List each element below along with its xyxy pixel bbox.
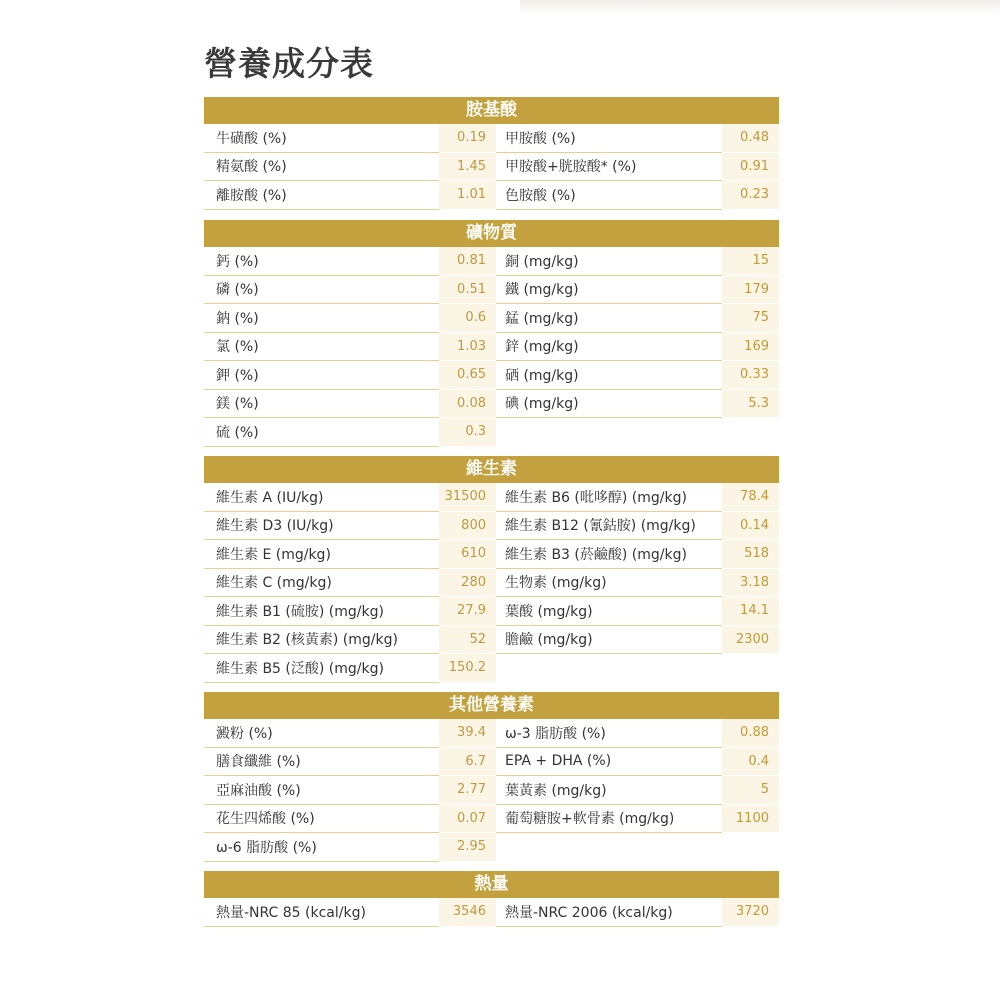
nutrient-value: 0.14 <box>722 512 779 541</box>
table-row <box>204 569 779 598</box>
nutrient-value: 3546 <box>439 898 496 927</box>
nutrient-name: 銅 (mg/kg) <box>496 247 722 276</box>
nutrient-value: 169 <box>722 333 779 362</box>
table-row <box>204 626 779 655</box>
nutrient-value: 179 <box>722 276 779 305</box>
table-row <box>204 805 779 834</box>
nutrient-value: 6.7 <box>439 748 496 777</box>
nutrient-value: 39.4 <box>439 719 496 748</box>
nutrient-name: 熱量-NRC 85 (kcal/kg) <box>204 898 439 927</box>
nutrient-name: 花生四烯酸 (%) <box>204 805 439 834</box>
top-shadow <box>520 0 1000 14</box>
nutrient-value: 0.51 <box>439 276 496 305</box>
nutrient-name: 甲胺酸+胱胺酸* (%) <box>496 153 722 182</box>
nutrient-value: 280 <box>439 569 496 598</box>
table-row <box>204 748 779 777</box>
nutrient-value: 0.07 <box>439 805 496 834</box>
nutrient-name <box>496 418 722 447</box>
nutrient-name: 膳食纖維 (%) <box>204 748 439 777</box>
section-0 <box>204 97 779 210</box>
nutrient-name: 熱量-NRC 2006 (kcal/kg) <box>496 898 722 927</box>
page-title: 營養成分表 <box>204 44 374 83</box>
nutrient-name: 維生素 B6 (吡哆醇) (mg/kg) <box>496 483 722 512</box>
nutrient-value: 0.88 <box>722 719 779 748</box>
table-row <box>204 719 779 748</box>
nutrient-name: 維生素 A (IU/kg) <box>204 483 439 512</box>
nutrient-value: 0.4 <box>722 748 779 777</box>
nutrient-value <box>722 654 779 683</box>
nutrient-name: 牛磺酸 (%) <box>204 124 439 153</box>
nutrient-name: 色胺酸 (%) <box>496 181 722 210</box>
nutrient-value: 15 <box>722 247 779 276</box>
nutrient-value: 0.23 <box>722 181 779 210</box>
nutrient-name: 錳 (mg/kg) <box>496 304 722 333</box>
nutrient-value: 0.65 <box>439 361 496 390</box>
nutrient-name: 碘 (mg/kg) <box>496 390 722 419</box>
table-row <box>204 512 779 541</box>
table-row <box>204 304 779 333</box>
nutrient-name: 葡萄糖胺+軟骨素 (mg/kg) <box>496 805 722 834</box>
table-row <box>204 898 779 927</box>
nutrient-name <box>496 833 722 862</box>
table-row <box>204 654 779 683</box>
nutrient-value: 2300 <box>722 626 779 655</box>
section-header: 礦物質 <box>204 220 779 247</box>
nutrient-name: 維生素 B2 (核黃素) (mg/kg) <box>204 626 439 655</box>
nutrient-name: 鈉 (%) <box>204 304 439 333</box>
nutrient-value <box>722 418 779 447</box>
nutrient-value: 0.6 <box>439 304 496 333</box>
nutrient-value: 27.9 <box>439 597 496 626</box>
nutrient-name: 維生素 B5 (泛酸) (mg/kg) <box>204 654 439 683</box>
nutrient-name: 維生素 B1 (硫胺) (mg/kg) <box>204 597 439 626</box>
nutrient-name: 維生素 E (mg/kg) <box>204 540 439 569</box>
nutrient-name: 澱粉 (%) <box>204 719 439 748</box>
nutrient-value: 5.3 <box>722 390 779 419</box>
nutrient-value: 0.3 <box>439 418 496 447</box>
table-row <box>204 418 779 447</box>
nutrient-value: 14.1 <box>722 597 779 626</box>
nutrient-value: 518 <box>722 540 779 569</box>
nutrient-value: 0.19 <box>439 124 496 153</box>
table-row <box>204 833 779 862</box>
nutrient-value: 0.48 <box>722 124 779 153</box>
nutrient-value: 5 <box>722 776 779 805</box>
nutrient-value: 1.01 <box>439 181 496 210</box>
section-1 <box>204 220 779 447</box>
nutrient-value: 75 <box>722 304 779 333</box>
nutrient-name: 維生素 B12 (氰鈷胺) (mg/kg) <box>496 512 722 541</box>
nutrient-name: ω-3 脂肪酸 (%) <box>496 719 722 748</box>
nutrient-name: 膽鹼 (mg/kg) <box>496 626 722 655</box>
table-row <box>204 390 779 419</box>
table-row <box>204 333 779 362</box>
nutrient-name: 維生素 D3 (IU/kg) <box>204 512 439 541</box>
nutrient-name: 葉酸 (mg/kg) <box>496 597 722 626</box>
table-row <box>204 124 779 153</box>
nutrient-value: 3.18 <box>722 569 779 598</box>
table-row <box>204 597 779 626</box>
nutrient-value: 52 <box>439 626 496 655</box>
nutrient-value: 0.91 <box>722 153 779 182</box>
table-row <box>204 361 779 390</box>
nutrient-value: 1100 <box>722 805 779 834</box>
nutrient-name: 維生素 B3 (菸鹼酸) (mg/kg) <box>496 540 722 569</box>
table-row <box>204 776 779 805</box>
table-row <box>204 247 779 276</box>
nutrient-name: ω-6 脂肪酸 (%) <box>204 833 439 862</box>
nutrient-name: 葉黃素 (mg/kg) <box>496 776 722 805</box>
nutrient-value: 0.08 <box>439 390 496 419</box>
nutrient-value: 0.33 <box>722 361 779 390</box>
nutrient-value: 800 <box>439 512 496 541</box>
nutrient-value: 150.2 <box>439 654 496 683</box>
nutrient-name: 硒 (mg/kg) <box>496 361 722 390</box>
nutrient-name: 磷 (%) <box>204 276 439 305</box>
table-row <box>204 276 779 305</box>
nutrient-value: 78.4 <box>722 483 779 512</box>
section-header: 其他營養素 <box>204 692 779 719</box>
nutrient-value: 3720 <box>722 898 779 927</box>
nutrient-value: 0.81 <box>439 247 496 276</box>
section-header: 熱量 <box>204 871 779 898</box>
nutrient-name: 精氨酸 (%) <box>204 153 439 182</box>
nutrient-name: EPA + DHA (%) <box>496 748 722 777</box>
nutrient-name: 氯 (%) <box>204 333 439 362</box>
nutrient-name: 鈣 (%) <box>204 247 439 276</box>
table-row <box>204 181 779 210</box>
table-row <box>204 540 779 569</box>
table-row <box>204 483 779 512</box>
section-3 <box>204 692 779 862</box>
nutrient-name: 硫 (%) <box>204 418 439 447</box>
nutrient-name: 甲胺酸 (%) <box>496 124 722 153</box>
nutrient-name <box>496 654 722 683</box>
section-header: 維生素 <box>204 456 779 483</box>
nutrient-value: 2.95 <box>439 833 496 862</box>
nutrient-name: 鉀 (%) <box>204 361 439 390</box>
nutrient-value: 610 <box>439 540 496 569</box>
nutrient-value <box>722 833 779 862</box>
nutrient-name: 鋅 (mg/kg) <box>496 333 722 362</box>
nutrient-value: 1.03 <box>439 333 496 362</box>
nutrient-name: 鎂 (%) <box>204 390 439 419</box>
nutrient-name: 鐵 (mg/kg) <box>496 276 722 305</box>
nutrient-value: 2.77 <box>439 776 496 805</box>
section-4 <box>204 871 779 927</box>
nutrient-value: 31500 <box>439 483 496 512</box>
table-row <box>204 153 779 182</box>
section-header: 胺基酸 <box>204 97 779 124</box>
nutrient-name: 離胺酸 (%) <box>204 181 439 210</box>
nutrient-name: 維生素 C (mg/kg) <box>204 569 439 598</box>
nutrient-name: 生物素 (mg/kg) <box>496 569 722 598</box>
nutrient-value: 1.45 <box>439 153 496 182</box>
nutrient-name: 亞麻油酸 (%) <box>204 776 439 805</box>
section-2 <box>204 456 779 683</box>
